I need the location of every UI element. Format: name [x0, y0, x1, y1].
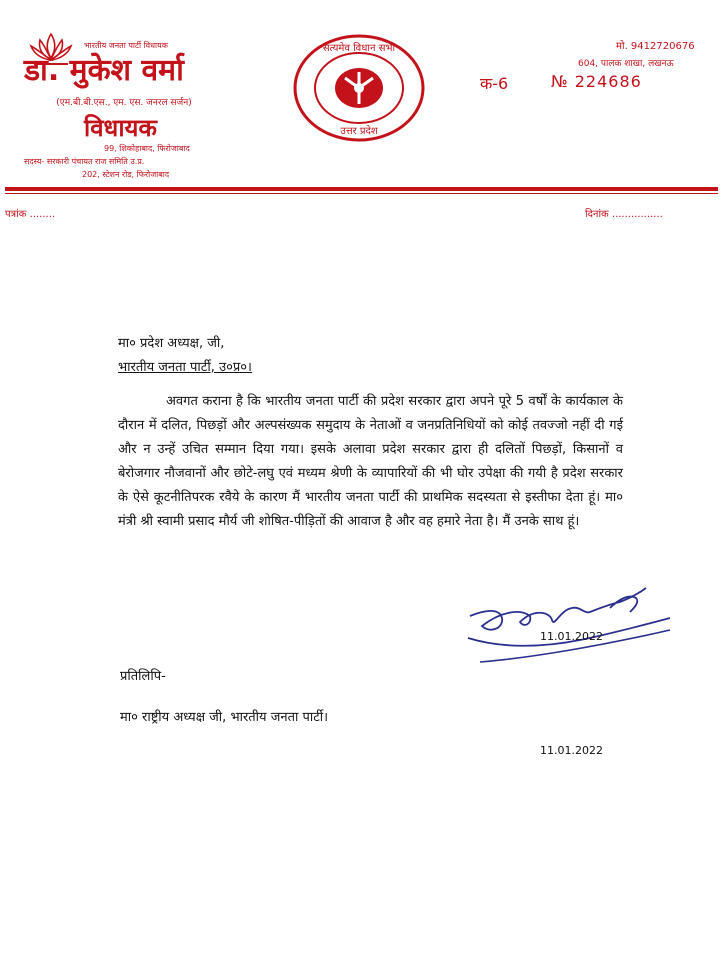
copy-heading: प्रतिलिपि-	[120, 669, 166, 684]
mla-name: डा. मुकेश वर्मा	[24, 53, 184, 88]
party-line: भारतीय जनता पार्टी विधायक	[84, 41, 168, 50]
seal-bottom-text: उत्तर प्रदेश	[340, 126, 378, 137]
address-line-2: सदस्य- सरकारी पंचायत राज समिति उ.प्र.	[24, 157, 145, 166]
addressee-line-2: भारतीय जनता पार्टी, उ०प्र०।	[118, 360, 252, 375]
qualifications: (एम.बी.बी.एस., एम. एस. जनरल सर्जन)	[56, 98, 192, 108]
header-rule	[5, 187, 718, 191]
series-label: क-6	[480, 74, 509, 93]
mobile-number: मो. 9412720676	[616, 41, 695, 52]
addressee-line-1: मा० प्रदेश अध्यक्ष, जी,	[118, 336, 225, 351]
date-label: दिनांक ................	[585, 209, 663, 220]
footer-date: 11.01.2022	[540, 744, 603, 757]
ref-number-label: पत्रांक ........	[5, 209, 56, 220]
letter-body: अवगत कराना है कि भारतीय जनता पार्टी की प्रदेश सरकार द्वारा अपने पूरे 5 वर्षों के कार्यकाल के दौरान में दलित, पिछड़ों और अल्पसंख्यक समुदाय के नेताओं व जनप्रतिनिधियों को कोई तवज्जो नहीं दी गई और न उन्हें उचित सम्मान दिया गया। इसके अलावा प्रदेश सरकार द्वारा ही दलितों पिछड़ों, किसानों व बेरोजगार नौजवानों और छोटे-लघु एवं मध्यम श्रेणी के व्यापारियों की भी घोर उपेक्षा की गयी है प्रदेश सरकार के ऐसे कूटनीतिपरक रवैये के कारण मैं भारतीय जनता पार्टी की प्राथमिक सदस्यता से इस्तीफा देता हूं। मा० मंत्री श्री स्वामी प्रसाद मौर्य जी शोषित-पीड़ितों की आवाज है और वह हमारे नेता है। मैं उनके साथ हूं।	[118, 394, 623, 529]
address-line-3: 202, स्टेशन रोड, फिरोजाबाद	[82, 170, 170, 179]
serial-number: № 224686	[551, 72, 642, 91]
seal-top-text: सत्यमेव विधान सभा	[322, 43, 396, 54]
signature-date: 11.01.2022	[540, 630, 603, 643]
vidhan-sabha-seal	[293, 34, 426, 142]
copy-recipient: मा० राष्ट्रीय अध्यक्ष जी, भारतीय जनता पार्टी।	[120, 710, 329, 725]
header-rule-thin	[5, 193, 718, 194]
office-address: 604, पालक शाखा, लखनऊ	[578, 59, 674, 69]
address-line-1: 99, शिकोहाबाद, फिरोजाबाद	[104, 144, 190, 153]
signature	[460, 568, 680, 678]
designation: विधायक	[84, 114, 157, 142]
